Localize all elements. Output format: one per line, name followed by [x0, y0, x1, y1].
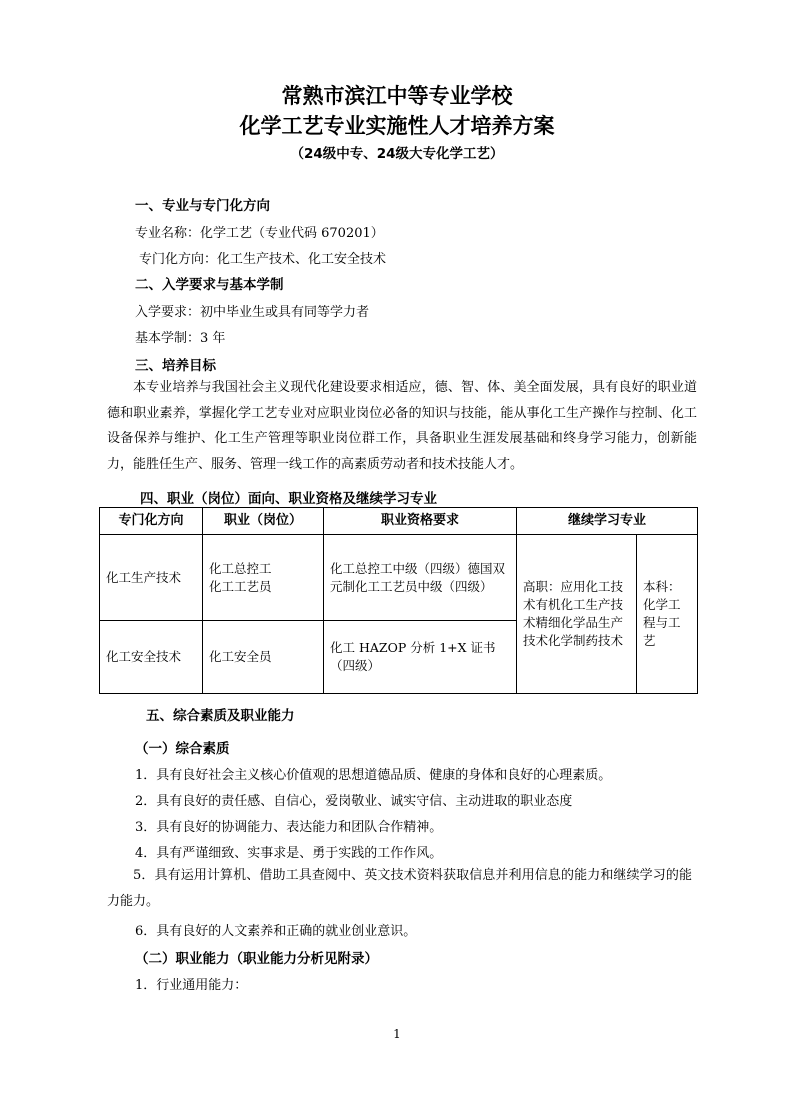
col-header-further-study: 继续学习专业 [517, 508, 698, 535]
job-cell [203, 535, 324, 621]
direction-cell: 化工安全技术 [100, 621, 203, 694]
quality-subheading: （一）综合素质 [135, 741, 230, 757]
ability-subheading: （二）职业能力（职业能力分析见附录） [135, 951, 378, 967]
table-header-row [100, 508, 698, 535]
admission-requirement: 入学要求：初中毕业生或具有同等学力者 [135, 305, 370, 320]
school-name: 常熟市滨江中等专业学校 [281, 84, 513, 108]
career-table [99, 507, 698, 694]
further-study-gaozhi-cell: 高职：应用化工技术有机化工生产技术精细化学品生产技术化学制药技术 [517, 535, 637, 694]
further-study-benke-cell: 本科：化学工程与工艺 [637, 535, 698, 694]
quality-item: 6．具有良好的人文素养和正确的就业创业意识。 [135, 924, 417, 939]
document-subtitle: （24级中专、24级大专化学工艺） [290, 146, 504, 162]
job-item: 化工安全员 [209, 649, 272, 665]
qualification-cell: 化工总控工中级（四级）德国双元制化工工艺员中级（四级） [324, 535, 517, 621]
direction-cell: 化工生产技术 [100, 535, 203, 621]
quality-item: 1．具有良好社会主义核心价值观的思想道德品质、健康的身体和良好的心理素质。 [135, 768, 612, 783]
training-goal-paragraph: 本专业培养与我国社会主义现代化建设要求相适应，德、智、体、美全面发展，具有良好的职业道德和职业素养，掌握化学工艺专业对应职业岗位必备的知识与技能，能从事化工生产操作与控制、化工设备保养与维护、化工生产管理等职业岗位群工作，具备职业生涯发展基础和终身学习能力，创新能力，能胜任生产、服务、管理一线工作的高素质劳动者和技术技能人才。 [107, 380, 697, 473]
job-item: 化工总控工 [209, 560, 272, 576]
qualification-cell: 化工 HAZOP 分析 1+X 证书（四级） [324, 621, 517, 694]
quality-item: 2．具有良好的责任感、自信心，爱岗敬业、诚实守信、主动进取的职业态度 [135, 794, 573, 809]
quality-item: 3．具有良好的协调能力、表达能力和团队合作精神。 [135, 820, 443, 835]
section5-heading: 五、综合素质及职业能力 [146, 708, 295, 724]
quality-item: 5．具有运用计算机、借助工具查阅中、英文技术资料获取信息并利用信息的能力和继续学习的能力能力。 [107, 868, 692, 909]
section3-heading: 三、培养目标 [135, 358, 216, 374]
job-cell [203, 621, 324, 694]
section1-heading: 一、专业与专门化方向 [135, 198, 270, 214]
document-title: 化学工艺专业实施性人才培养方案 [239, 114, 555, 138]
ability-item: 1．行业通用能力： [135, 978, 248, 993]
page-number: 1 [393, 1027, 401, 1041]
section2-heading: 二、入学要求与基本学制 [135, 277, 284, 293]
col-header-job: 职业（岗位） [203, 508, 324, 535]
major-directions: 专门化方向：化工生产技术、化工安全技术 [139, 252, 387, 267]
table-row [100, 535, 698, 621]
quality-item: 4．具有严谨细致、实事求是、勇于实践的工作作风。 [135, 846, 443, 861]
section4-heading: 四、职业（岗位）面向、职业资格及继续学习专业 [140, 491, 437, 507]
job-item: 化工工艺员 [209, 578, 272, 594]
study-duration: 基本学制：3 年 [135, 331, 226, 346]
col-header-direction: 专门化方向 [100, 508, 203, 535]
major-name: 专业名称：化学工艺（专业代码 670201） [135, 226, 384, 241]
col-header-qualification: 职业资格要求 [324, 508, 517, 535]
